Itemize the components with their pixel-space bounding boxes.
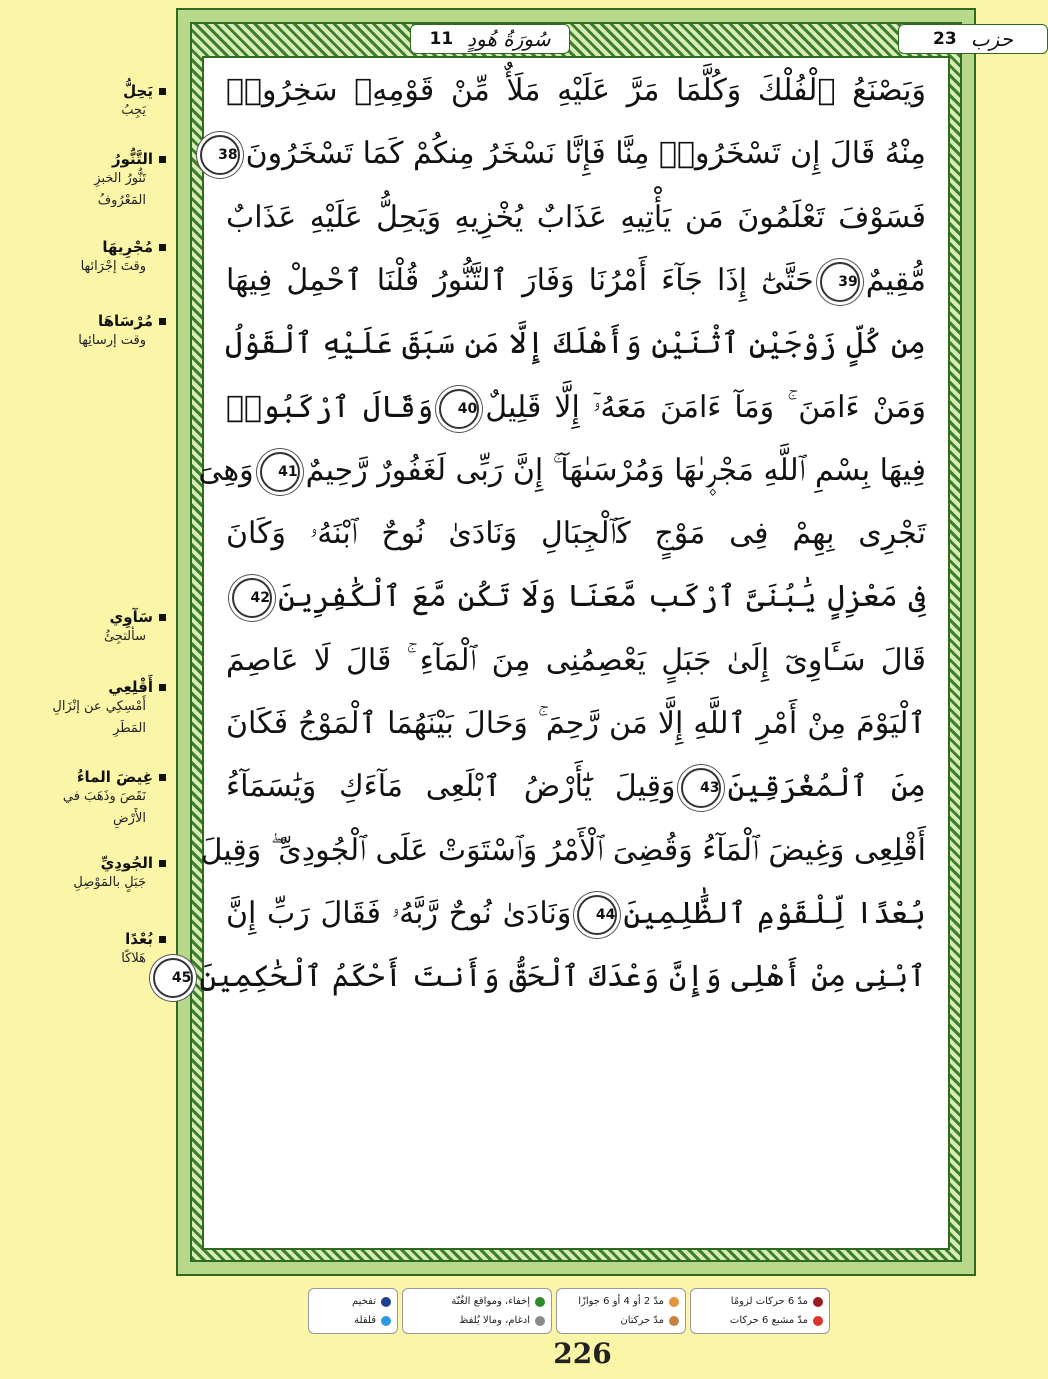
verse-line xyxy=(204,630,948,692)
glossary-definition: المَطَرِ xyxy=(113,721,146,736)
glossary-entry xyxy=(6,930,166,970)
ayah-number-marker: 43 xyxy=(681,768,721,808)
legend-group-ghunnah xyxy=(402,1288,552,1334)
verse-line xyxy=(204,566,948,628)
verse-line xyxy=(171,946,948,1008)
color-swatch-icon xyxy=(813,1316,823,1326)
glossary-word: سَآوِي xyxy=(6,608,166,626)
color-swatch-icon xyxy=(381,1316,391,1326)
verse-text: فَسَوْفَ تَعْلَمُونَ مَن يَأْتِيهِ عَذَابٌ يُخْزِيهِ وَيَحِلُّ عَلَيْهِ عَذَابٌ xyxy=(226,199,926,235)
glossary-word: يَحِلُّ xyxy=(6,82,166,100)
verse-text: ٱلْيَوْمَ مِنْ أَمْرِ ٱللَّهِ إِلَّا مَن رَّحِمَ ۚ وَحَالَ بَيْنَهُمَا ٱلْمَوْجُ فَكَانَ xyxy=(226,706,926,741)
legend-label: مدّ مشبع 6 حركات xyxy=(729,1315,808,1326)
glossary-word: مُجْرِيهَا xyxy=(6,238,166,256)
glossary-word: التَّنُّورُ xyxy=(6,150,166,168)
glossary-definition: الأَرْضِ xyxy=(112,811,146,826)
verse-text: تَجْرِى بِهِمْ فِى مَوْجٍ كَٱلْجِبَالِ وَنَادَىٰ نُوحٌ ٱبْنَهُۥ وَكَانَ xyxy=(226,516,926,552)
verse-line xyxy=(204,756,948,818)
legend-label: قلقلة xyxy=(354,1315,376,1326)
verse-line xyxy=(204,250,948,312)
page-number: 226 xyxy=(553,1337,612,1370)
glossary-entry xyxy=(6,82,166,122)
glossary-definition: تَنُّورُ الخبزِ xyxy=(94,171,146,186)
legend-group-tafkhim xyxy=(308,1288,398,1334)
verse-text: وَهِىَ xyxy=(198,452,254,488)
verse-text: حَتَّىٰٓ إِذَا جَآءَ أَمْرُنَا وَفَارَ ٱلتَّنُّورُ قُلْنَا ٱحْمِلْ فِيهَا xyxy=(226,262,814,298)
page-frame xyxy=(171,8,1013,1276)
glossary-definition: أَمْسِكِي عن إنْزَالِ xyxy=(52,699,146,714)
verse-text: وَيَصْنَعُ ٱلْفُلْكَ وَكُلَّمَا مَرَّ عَلَيْهِ مَلَأٌ مِّنْ قَوْمِهِۦ سَخِرُوا۟ xyxy=(226,73,926,108)
glossary-definition: نَقَصَ وذَهَبَ في xyxy=(62,789,146,804)
color-swatch-icon xyxy=(381,1297,391,1307)
verse-line xyxy=(204,313,948,375)
glossary-word: أَقْلِعِي xyxy=(6,678,166,696)
hizb-number: 23 xyxy=(933,29,957,49)
glossary-word: بُعْدًا xyxy=(6,930,166,948)
verse-line xyxy=(204,123,948,185)
legend-label: تفخيم xyxy=(352,1296,376,1307)
ayah-number-marker: 39 xyxy=(820,262,860,302)
ayah-number-marker: 40 xyxy=(439,389,479,429)
hizb-label: حزب xyxy=(970,27,1013,51)
verse-panel xyxy=(171,56,950,1250)
legend-entry xyxy=(563,1315,679,1326)
legend-entry xyxy=(409,1315,545,1326)
ornamental-border xyxy=(171,22,962,1262)
legend-entry xyxy=(697,1296,823,1307)
glossary-entry xyxy=(6,678,166,740)
glossary-entry xyxy=(6,854,166,894)
verse-text: قَالَ سَـَٔاوِىٓ إِلَىٰ جَبَلٍ يَعْصِمُنِى مِنَ ٱلْمَآءِ ۚ قَالَ لَا عَاصِمَ xyxy=(226,642,926,678)
verse-text: ٱبْنِى مِنْ أَهْلِى وَإِنَّ وَعْدَكَ ٱلْحَقُّ وَأَنتَ أَحْكَمُ ٱلْحَٰكِمِينَ xyxy=(199,959,926,995)
color-swatch-icon xyxy=(535,1297,545,1307)
verse-text: وَقَالَ ٱرْكَبُوا۟ xyxy=(226,389,434,425)
verse-line xyxy=(204,377,948,439)
color-swatch-icon xyxy=(535,1316,545,1326)
margin-glossary xyxy=(0,0,176,1379)
legend-entry xyxy=(315,1315,391,1326)
color-swatch-icon xyxy=(669,1297,679,1307)
glossary-definition: جَبَلٍ بالمَوْصِلِ xyxy=(73,875,146,890)
legend-group-madd-optional xyxy=(556,1288,686,1334)
legend-label: مدّ 6 حركات لزومًا xyxy=(730,1296,808,1307)
verse-text: مِن كُلٍّ زَوْجَيْنِ ٱثْنَيْنِ وَأَهْلَكَ إِلَّا مَن سَبَقَ عَلَيْهِ ٱلْقَوْلُ xyxy=(224,326,926,362)
verse-line xyxy=(204,60,948,122)
verse-text: أَقْلِعِى وَغِيضَ ٱلْمَآءُ وَقُضِىَ ٱلْأَمْرُ وَٱسْتَوَتْ عَلَى ٱلْجُودِىِّ ۖ وَقِيلَ xyxy=(200,832,926,868)
verse-text: فِى مَعْزِلٍ يَٰبُنَىَّ ٱرْكَب مَّعَنَا وَلَا تَكُن مَّعَ ٱلْكَٰفِرِينَ xyxy=(278,579,926,615)
legend-group-madd xyxy=(690,1288,830,1334)
ayah-number-marker: 42 xyxy=(232,578,272,618)
ayah-number-marker: 41 xyxy=(260,452,300,492)
color-swatch-icon xyxy=(669,1316,679,1326)
legend-label: مدّ 2 أو 4 أو 6 جوازًا xyxy=(578,1296,664,1307)
glossary-definition: يَجِبُ xyxy=(121,103,146,118)
surah-name: سُورَةُ هُودٍ xyxy=(467,27,551,51)
legend-entry xyxy=(563,1296,679,1307)
verse-line xyxy=(198,440,948,502)
verse-text: مِنَ ٱلْمُغْرَقِينَ xyxy=(727,769,926,805)
legend-entry xyxy=(697,1315,823,1326)
glossary-entry xyxy=(6,238,166,278)
ayah-number-marker: 38 xyxy=(200,135,240,175)
glossary-entry xyxy=(6,150,166,212)
verse-line xyxy=(204,883,948,945)
glossary-word: مُرْسَاهَا xyxy=(6,312,166,330)
color-swatch-icon xyxy=(813,1297,823,1307)
verse-text: فِيهَا بِسْمِ ٱللَّهِ مَجْر۪ىٰهَا وَمُرْسَىٰهَآ ۚ إِنَّ رَبِّى لَغَفُورٌ رَّحِيمٌ xyxy=(305,452,926,488)
legend-label: ادغام، ومالا يُلفظ xyxy=(459,1315,530,1326)
legend-label: إخفاء، ومواقع الغُنّة xyxy=(451,1296,530,1307)
legend-entry xyxy=(409,1296,545,1307)
verse-text: مُّقِيمٌ xyxy=(865,262,926,298)
verse-line xyxy=(204,187,948,249)
verse-text: وَنَادَىٰ نُوحٌ رَّبَّهُۥ فَقَالَ رَبِّ إِنَّ xyxy=(226,895,572,931)
verse-text: وَقِيلَ يَٰٓأَرْضُ ٱبْلَعِى مَآءَكِ وَيَٰسَمَآءُ xyxy=(226,769,676,805)
ayah-number-marker: 45 xyxy=(153,958,193,998)
verse-text: وَمَنْ ءَامَنَ ۚ وَمَآ ءَامَنَ مَعَهُۥٓ إِلَّا قَلِيلٌ xyxy=(485,389,926,425)
glossary-definition: سألتجِئُ xyxy=(104,629,146,644)
glossary-definition: وقت إرسائِها xyxy=(78,333,146,348)
tajweed-legend xyxy=(300,1288,830,1334)
surah-header xyxy=(410,24,570,54)
verse-line xyxy=(200,820,948,882)
glossary-word: الجُودِيِّ xyxy=(6,854,166,872)
glossary-entry xyxy=(6,312,166,352)
verse-line xyxy=(204,693,948,755)
surah-number: 11 xyxy=(429,29,454,49)
verse-text: مِنْهُ قَالَ إِن تَسْخَرُوا۟ مِنَّا فَإِنَّا نَسْخَرُ مِنكُمْ كَمَا تَسْخَرُونَ xyxy=(245,136,926,172)
legend-label: مدّ حركتان xyxy=(620,1315,664,1326)
glossary-definition: هَلاكًا xyxy=(121,951,146,966)
glossary-entry xyxy=(6,608,166,648)
glossary-definition: المَعْرُوفُ xyxy=(97,193,146,208)
glossary-definition: وقتَ إجْرَائها xyxy=(80,259,146,274)
legend-entry xyxy=(315,1296,391,1307)
verse-text: بُعْدًا لِّلْقَوْمِ ٱلظَّٰلِمِينَ xyxy=(623,895,926,931)
glossary-word: غِيضَ الماءُ xyxy=(6,768,166,786)
ayah-number-marker: 44 xyxy=(577,895,617,935)
verse-line xyxy=(204,503,948,565)
glossary-entry xyxy=(6,768,166,830)
hizb-header xyxy=(898,24,1048,54)
